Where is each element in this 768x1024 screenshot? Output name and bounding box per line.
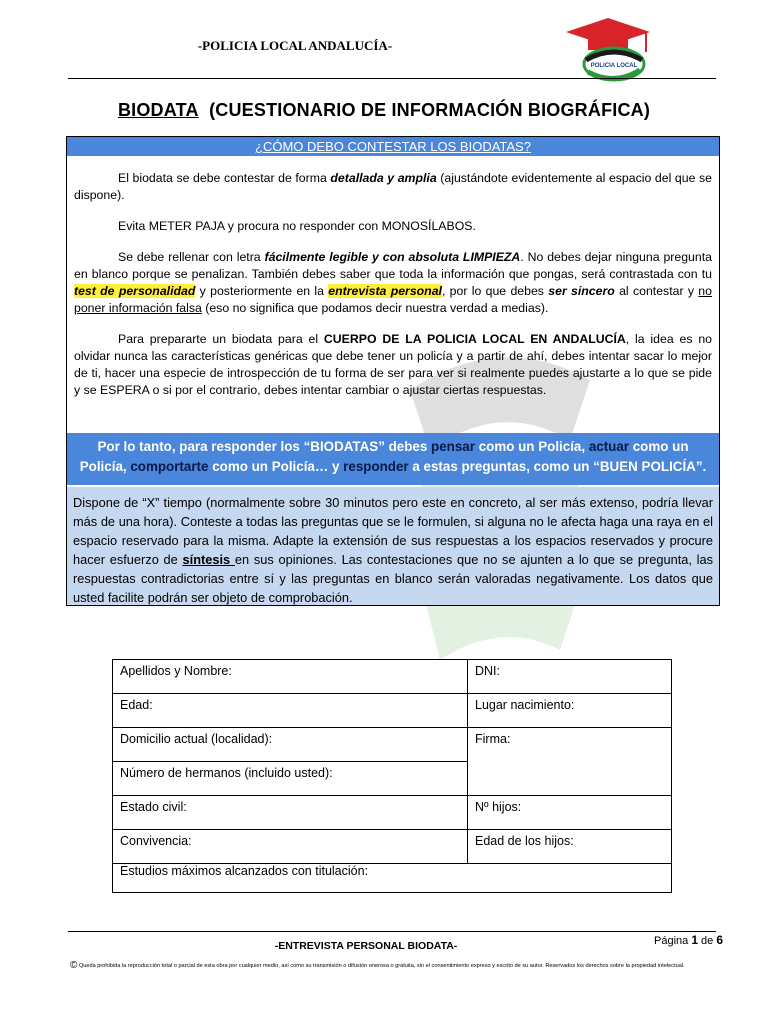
main-title xyxy=(0,100,768,121)
copyright-icon: © xyxy=(70,960,78,971)
police-band: Por lo tanto, para responder los “BIODATAS” debes pensar como un Policía, actuar como un Policía, comportarte como un Policía… y responder a estas preguntas, como un “BUEN POLICÍA”. xyxy=(67,433,719,485)
field-hermanos[interactable]: Número de hermanos (incluido usted): xyxy=(113,762,468,796)
footer-rule xyxy=(68,931,716,932)
field-domicilio[interactable]: Domicilio actual (localidad): xyxy=(113,728,468,762)
time-instructions: Dispone de “X” tiempo (normalmente sobre 30 minutos pero este en concreto, al ser más extenso, podría llevar más de una hora). Conteste a todas las preguntas que se le formulen, si alguna no le afecta haga una raya en el espacio reservado para la misma. Adapte la extensión de sus respuestas a los espacios reservados y procure hacer esfuerzo de síntesis en sus opiniones. Las contestaciones que no se ajunten a lo que se pregunta, las respuestas contradictorias entre sí y las preguntas en blanco serán valoradas negativamente. Los datos que usted facilite podrán ser objeto de comprobación. xyxy=(67,487,719,605)
personal-data-form xyxy=(112,659,672,893)
field-dni[interactable]: DNI: xyxy=(468,660,672,694)
page-number: Página 1 de 6 xyxy=(654,933,724,947)
svg-text:POLICIA LOCAL: POLICIA LOCAL xyxy=(590,63,638,69)
field-edad-hijos[interactable]: Edad de los hijos: xyxy=(468,830,672,864)
police-logo xyxy=(558,14,658,86)
field-convivencia[interactable]: Convivencia: xyxy=(113,830,468,864)
paragraph-2: Evita METER PAJA y procura no responder con MONOSÍLABOS. xyxy=(118,219,476,233)
field-lugar-nacimiento[interactable]: Lugar nacimiento: xyxy=(468,694,672,728)
field-estudios[interactable]: Estudios máximos alcanzados con titulación: xyxy=(113,864,672,893)
instructions-box xyxy=(66,136,720,606)
field-firma[interactable]: Firma: xyxy=(468,728,672,796)
field-apellidos[interactable]: Apellidos y Nombre: xyxy=(113,660,468,694)
header-rule xyxy=(68,78,716,79)
main-title-rest: (CUESTIONARIO DE INFORMACIÓN BIOGRÁFICA) xyxy=(209,100,651,120)
paragraph-3: Se debe rellenar con letra fácilmente legible y con absoluta LIMPIEZA. No debes dejar ninguna pregunta en blanco porque se penalizan. También debes saber que toda la información que pongas, será contrastada con tu test de personalidad y posteriormente en la entrevista personal, por lo que debes ser sincero al contestar y no poner información falsa (eso no significa que podamos decir nuestra verdad a medias). xyxy=(74,250,712,315)
header-title: -POLICIA LOCAL ANDALUCÍA- xyxy=(197,38,393,53)
box-body xyxy=(67,156,719,399)
footer-title: -ENTREVISTA PERSONAL BIODATA- xyxy=(274,940,458,952)
box-heading: ¿CÓMO DEBO CONTESTAR LOS BIODATAS? xyxy=(67,137,719,156)
paragraph-4: Para prepararte un biodata para el CUERPO DE LA POLICIA LOCAL EN ANDALUCÍA, la idea es no olvidar nunca las características genéricas que debe tener un policía y a partir de ahí, debes intentar sacar lo mejor de ti, hacer una especie de introspección de tu forma de ser para ver si realmente puedes ajustarte a lo que se pide y se ESPERA o si por el contrario, debes intentar cambiar o ajustar ciertas respuestas. xyxy=(74,332,713,397)
field-hijos[interactable]: Nº hijos: xyxy=(468,796,672,830)
main-title-word: BIODATA xyxy=(117,100,199,120)
field-estado-civil[interactable]: Estado civil: xyxy=(113,796,468,830)
paragraph-1: El biodata se debe contestar de forma detallada y amplia (ajustándote evidentemente al espacio del que se dispone). xyxy=(74,171,712,202)
field-edad[interactable]: Edad: xyxy=(113,694,468,728)
copyright-notice: © Queda prohibida la reproducción total o parcial de esta obra por cualquier medio, así como su transmisión o difusión onerosa o gratuita, sin el consentimiento expreso y escrito de su autor. Reservados los derechos sobre la propiedad intelectual. xyxy=(70,960,685,971)
